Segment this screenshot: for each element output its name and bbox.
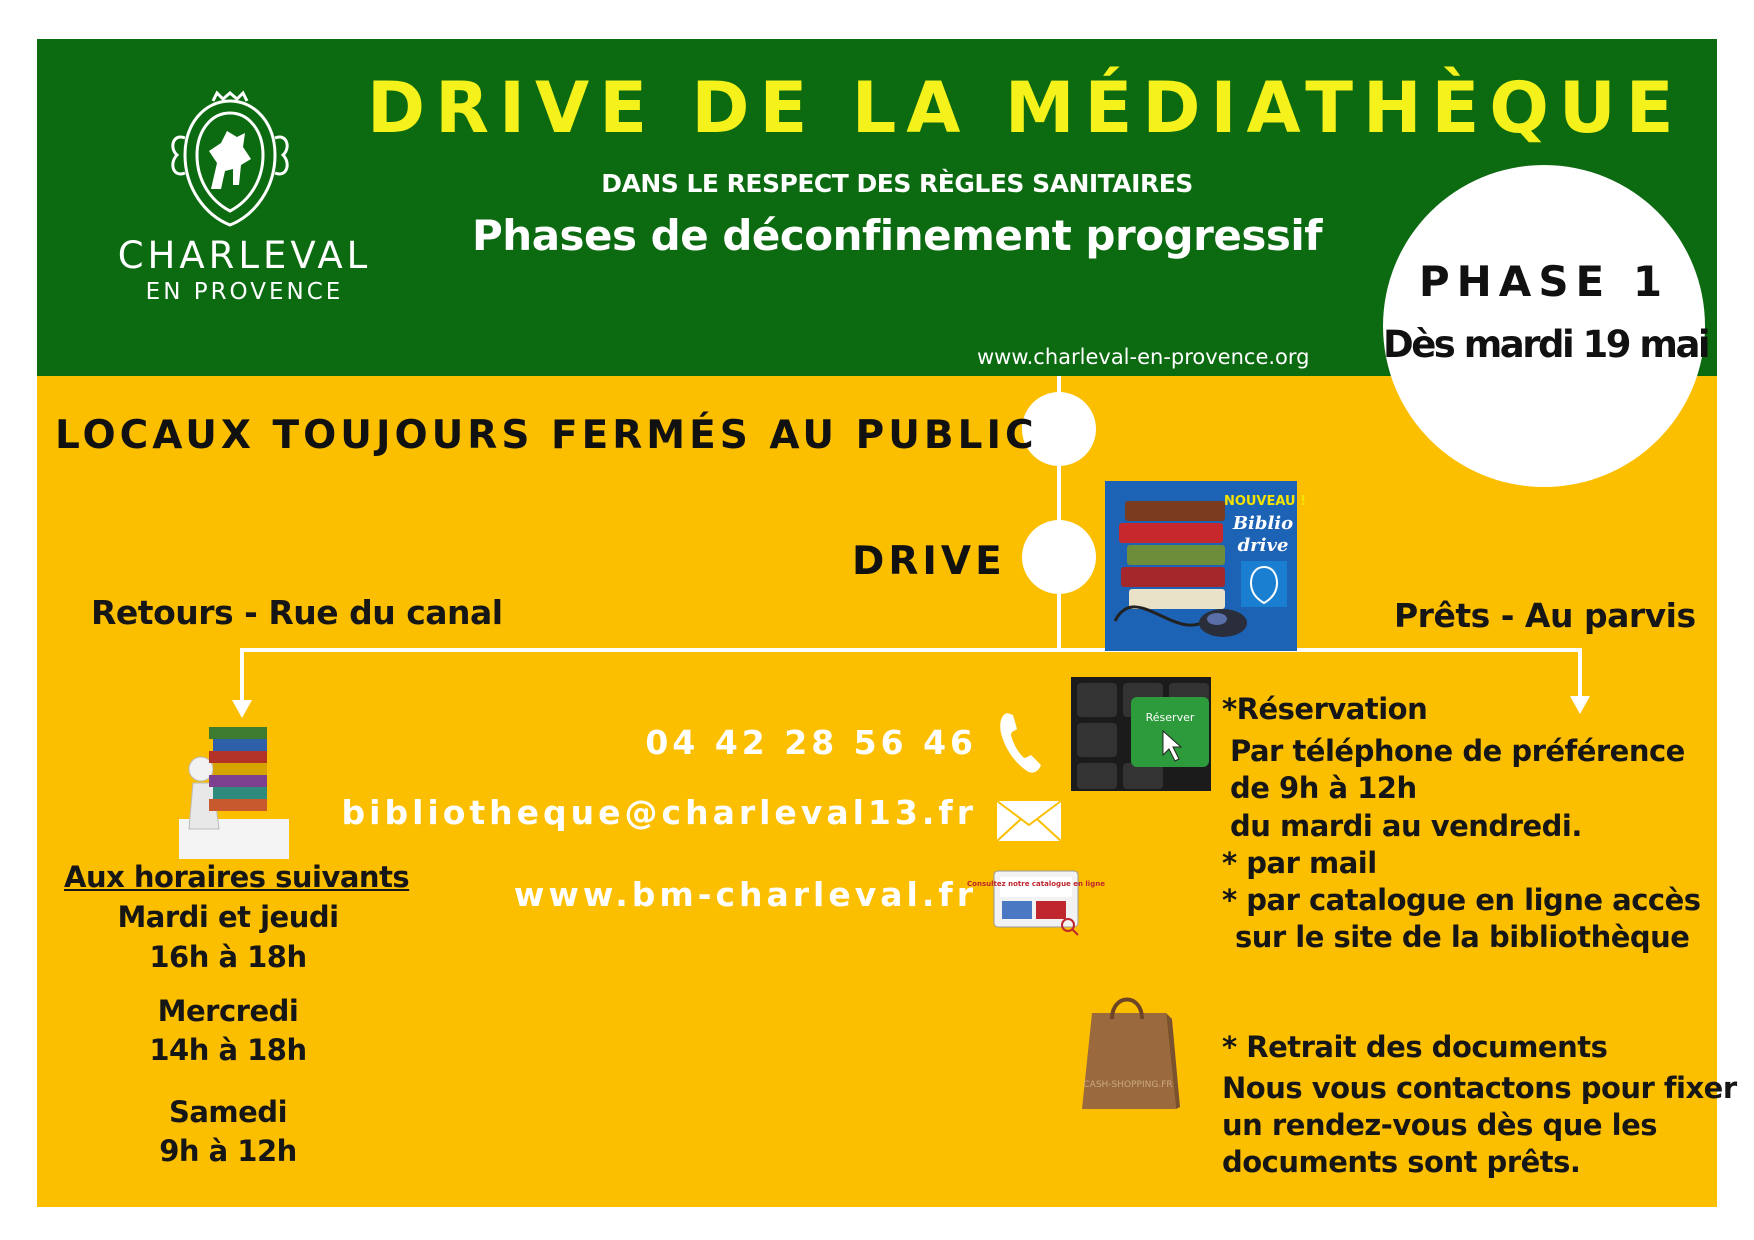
withdrawal-line-2: un rendez-vous dès que les (1222, 1108, 1657, 1142)
biblio-drive-image (1105, 481, 1307, 651)
online-catalog-icon (967, 869, 1105, 937)
paper-bag-image (1072, 989, 1182, 1119)
reservation-line-5: * par catalogue en ligne accès (1222, 883, 1701, 917)
phone-icon (997, 709, 1043, 775)
reservation-line-4: * par mail (1222, 846, 1377, 880)
badge-drive: drive (1237, 535, 1289, 556)
phase-label: PHASE 1 (1418, 257, 1670, 306)
reservation-line-6: sur le site de la bibliothèque (1235, 920, 1690, 954)
withdrawal-title: * Retrait des documents (1222, 1030, 1608, 1064)
phone-number[interactable]: 04 42 28 56 46 (645, 723, 977, 762)
catalog-label: Consultez notre catalogue en ligne (967, 880, 1105, 888)
hours-time-2: 14h à 18h (149, 1033, 307, 1067)
coat-of-arms-icon (165, 93, 295, 233)
page-title: DRIVE DE LA MÉDIATHÈQUE (367, 67, 1684, 149)
reservation-line-3: du mardi au vendredi. (1230, 809, 1582, 843)
reserve-key-label: Réserver (1145, 711, 1195, 724)
reservation-title: *Réservation (1222, 692, 1428, 726)
email-address[interactable]: bibliotheque@charleval13.fr (341, 793, 977, 832)
hours-title: Aux horaires suivants (64, 860, 410, 894)
loans-label: Prêts - Au parvis (1394, 596, 1696, 635)
reserve-keyboard-image (1071, 677, 1211, 791)
poster (37, 39, 1737, 1207)
timeline-dot-drive (1022, 520, 1096, 594)
hours-time-1: 16h à 18h (149, 940, 307, 974)
phase-date: Dès mardi 19 mai (1383, 323, 1709, 366)
hours-time-3: 9h à 12h (159, 1134, 297, 1168)
reservation-line-2: de 9h à 12h (1230, 771, 1417, 805)
mail-icon (995, 799, 1063, 843)
badge-biblio: Biblio (1232, 513, 1294, 534)
logo-subtitle: EN PROVENCE (145, 279, 344, 305)
bag-watermark: CASH-SHOPPING.FR (1083, 1080, 1173, 1090)
closed-notice: LOCAUX TOUJOURS FERMÉS AU PUBLIC (55, 413, 1038, 458)
hours-day-3: Samedi (168, 1095, 288, 1129)
header-subtitle: DANS LE RESPECT DES RÈGLES SANITAIRES (601, 169, 1193, 198)
returns-label: Retours - Rue du canal (91, 593, 503, 632)
reservation-line-1: Par téléphone de préférence (1230, 734, 1685, 768)
hours-day-2: Mercredi (157, 994, 299, 1028)
badge-new: NOUVEAU ! (1223, 494, 1307, 509)
header-tagline: Phases de déconfinement progressif (472, 211, 1322, 260)
hours-day-1: Mardi et jeudi (117, 900, 339, 934)
library-website-link[interactable]: www.bm-charleval.fr (513, 875, 977, 914)
city-website-link[interactable]: www.charleval-en-provence.org (977, 345, 1310, 369)
logo-name: CHARLEVAL (117, 234, 372, 277)
withdrawal-line-3: documents sont prêts. (1222, 1145, 1581, 1179)
arrow-down-left-icon (228, 648, 256, 720)
arrow-down-right-icon (1566, 648, 1594, 718)
person-with-books-image (179, 719, 289, 859)
drive-heading: DRIVE (852, 539, 1006, 584)
withdrawal-line-1: Nous vous contactons pour fixer (1222, 1071, 1737, 1105)
timeline-branch-line (240, 648, 1580, 652)
